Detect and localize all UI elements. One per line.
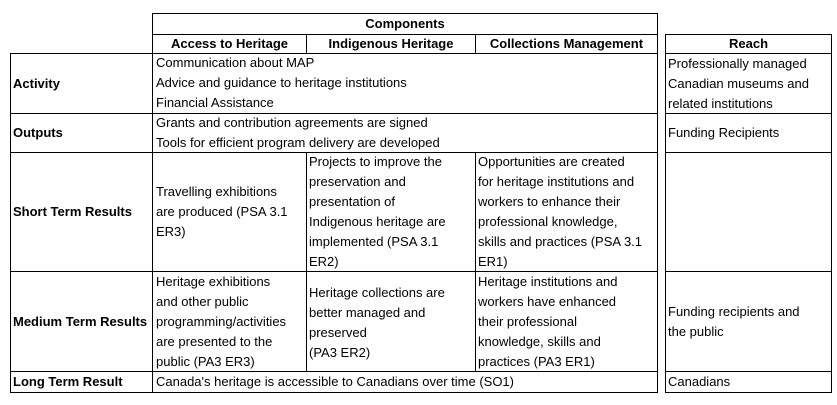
indigenous-heritage-heading: Indigenous Heritage — [328, 36, 454, 51]
medium-term-access-text: Heritage exhibitions and other public programming/activities are presented to the public (PA3 ER3) — [156, 274, 287, 369]
activity-label: Activity — [13, 76, 60, 91]
long-term-result-label: Long Term Result — [13, 374, 123, 389]
short-term-access-text: Travelling exhibitions are produced (PSA 3.1 ER3) — [156, 184, 288, 239]
short-term-indigenous-text: Projects to improve the preservation and presentation of Indigenous heritage are implemented (PSA 3.1 ER2) — [309, 154, 446, 269]
short-term-collections-text: Opportunities are created for heritage institutions and workers to enhance their professional knowledge, skills and practices (PSA 3.1 ER1) — [478, 154, 643, 269]
activity-content: Communication about MAP Advice and guidance to heritage institutions Financial Assistance — [156, 55, 407, 110]
short-term-reach-cell — [665, 152, 832, 272]
medium-term-collections-text: Heritage institutions and workers have enhanced their professional knowledge, skills and practices (PA3 ER1) — [478, 274, 618, 369]
components-heading: Components — [365, 16, 445, 31]
reach-heading: Reach — [728, 36, 769, 51]
outputs-label: Outputs — [13, 125, 63, 140]
medium-term-results-label: Medium Term Results — [13, 314, 148, 329]
long-term-content: Canada's heritage is accessible to Canadians over time (SO1) — [156, 374, 514, 389]
activity-reach-text: Professionally managed Canadian museums and related institutions — [668, 56, 809, 111]
short-term-results-label: Short Term Results — [13, 204, 132, 219]
long-term-reach-text: Canadians — [668, 374, 731, 389]
collections-management-heading: Collections Management — [489, 36, 644, 51]
outputs-content: Grants and contribution agreements are signed Tools for efficient program delivery are developed — [156, 115, 440, 150]
outputs-reach-text: Funding Recipients — [668, 125, 780, 140]
medium-term-indigenous-text: Heritage collections are better managed and preserved (PA3 ER2) — [309, 285, 445, 360]
access-to-heritage-heading: Access to Heritage — [170, 36, 289, 51]
medium-term-reach-text: Funding recipients and the public — [668, 304, 800, 339]
